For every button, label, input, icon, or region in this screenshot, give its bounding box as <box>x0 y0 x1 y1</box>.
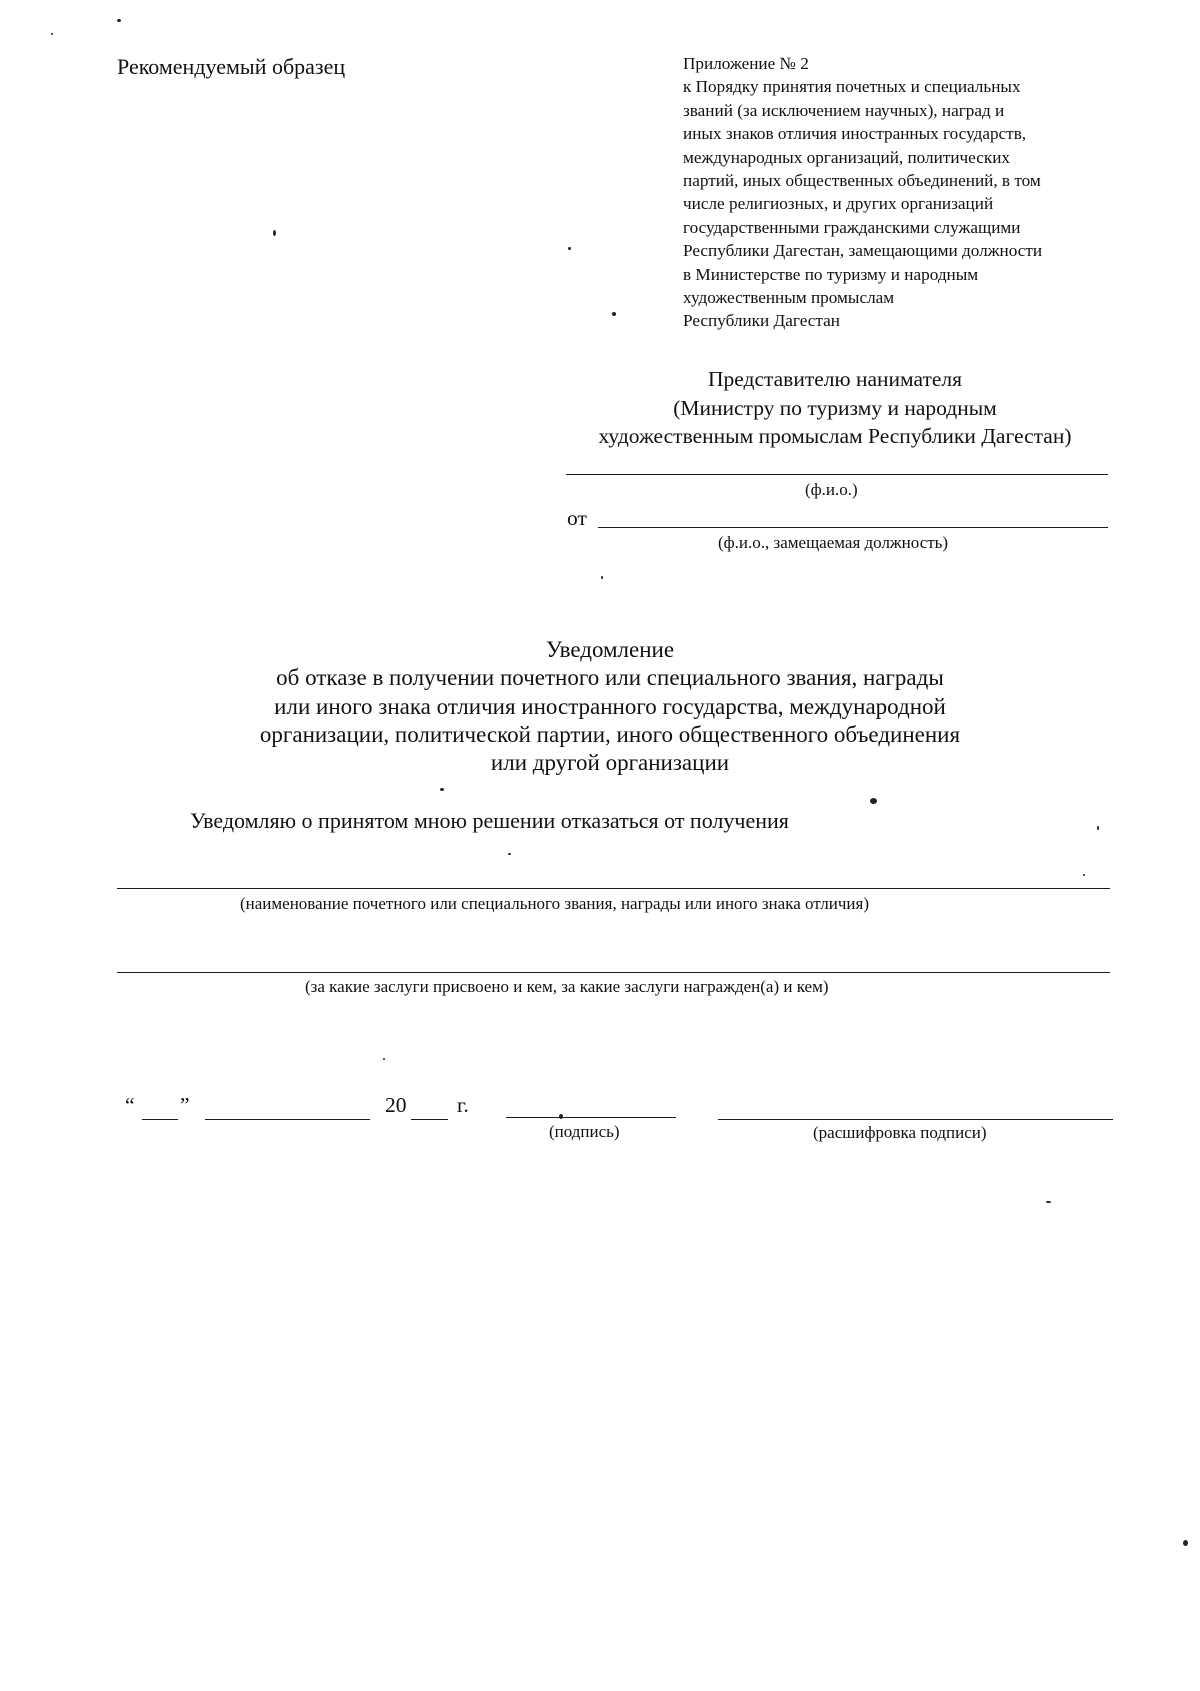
appendix-line: званий (за исключением научных), наград и <box>683 100 1005 120</box>
year-prefix: 20 <box>385 1093 407 1117</box>
appendix-line: числе религиозных, и других организаций <box>683 194 994 214</box>
addressee-line: художественным промыслам Республики Дагестан) <box>598 424 1072 448</box>
award-fill-line[interactable] <box>117 888 1110 889</box>
appendix-line: Приложение № 2 <box>683 54 809 73</box>
month-fill-line[interactable] <box>205 1119 370 1120</box>
scan-speck <box>383 1058 385 1060</box>
title-line: или другой организации <box>490 750 730 776</box>
title-line: или иного знака отличия иностранного государства, международной <box>274 693 946 719</box>
merit-fill-line[interactable] <box>117 972 1110 973</box>
signature-fill-line[interactable] <box>506 1117 676 1118</box>
title-line: организации, политической партии, иного общественного объединения <box>259 721 961 747</box>
scan-speck <box>1083 874 1085 876</box>
scan-speck <box>601 576 603 579</box>
close-quote: ” <box>180 1093 190 1117</box>
from-prefix: от <box>567 506 587 530</box>
scan-speck <box>117 19 121 22</box>
decode-caption: (расшифровка подписи) <box>813 1123 987 1142</box>
document-title <box>110 636 1110 777</box>
addressee-line: Представителю нанимателя <box>707 367 963 391</box>
scan-speck <box>51 33 53 35</box>
appendix-line: Республики Дагестан, замещающими должности <box>683 241 1043 261</box>
appendix-line: международных организаций, политических <box>683 147 1011 167</box>
day-fill-line[interactable] <box>142 1119 178 1120</box>
scan-speck <box>870 798 877 804</box>
scan-speck <box>559 1114 563 1119</box>
appendix-line: иных знаков отличия иностранных государств, <box>683 124 1027 144</box>
appendix-line: государственными гражданскими служащими <box>683 217 1021 237</box>
open-quote: “ <box>125 1093 135 1117</box>
year-fill-line[interactable] <box>411 1119 448 1120</box>
appendix-line: Республики Дагестан <box>683 311 840 331</box>
scan-speck <box>612 312 616 316</box>
appendix-line: в Министерстве по туризму и народным <box>683 264 979 284</box>
signature-caption: (подпись) <box>549 1122 620 1141</box>
title-line: Уведомление <box>545 637 675 662</box>
scan-speck <box>273 230 276 236</box>
decode-fill-line[interactable] <box>718 1119 1113 1120</box>
award-caption: (наименование почетного или специального звания, награды или иного знака отличия) <box>240 894 869 913</box>
title-line: об отказе в получении почетного или специального звания, награды <box>276 665 944 691</box>
appendix-block <box>683 52 1153 333</box>
scan-speck <box>568 247 571 250</box>
scan-speck <box>1046 1201 1051 1203</box>
from-fill-line[interactable] <box>598 527 1108 528</box>
from-caption: (ф.и.о., замещаемая должность) <box>718 533 949 552</box>
scan-speck <box>508 853 511 855</box>
sample-label: Рекомендуемый образец <box>117 54 346 79</box>
appendix-line: партий, иных общественных объединений, в том <box>683 171 1041 191</box>
merit-caption: (за какие заслуги присвоено и кем, за какие заслуги награжден(а) и кем) <box>305 977 829 996</box>
addressee-block <box>565 365 1105 451</box>
intro-text: Уведомляю о принятом мною решении отказаться от получения <box>190 808 789 833</box>
scan-speck <box>1183 1540 1188 1546</box>
scan-speck <box>1097 826 1099 830</box>
fio-caption: (ф.и.о.) <box>805 480 858 499</box>
appendix-line: к Порядку принятия почетных и специальных <box>683 77 1021 97</box>
appendix-line: художественным промыслам <box>683 288 895 308</box>
year-suffix: г. <box>457 1093 469 1117</box>
fio-fill-line[interactable] <box>566 474 1108 475</box>
scan-speck <box>440 788 444 791</box>
addressee-line: (Министру по туризму и народным <box>673 395 997 420</box>
